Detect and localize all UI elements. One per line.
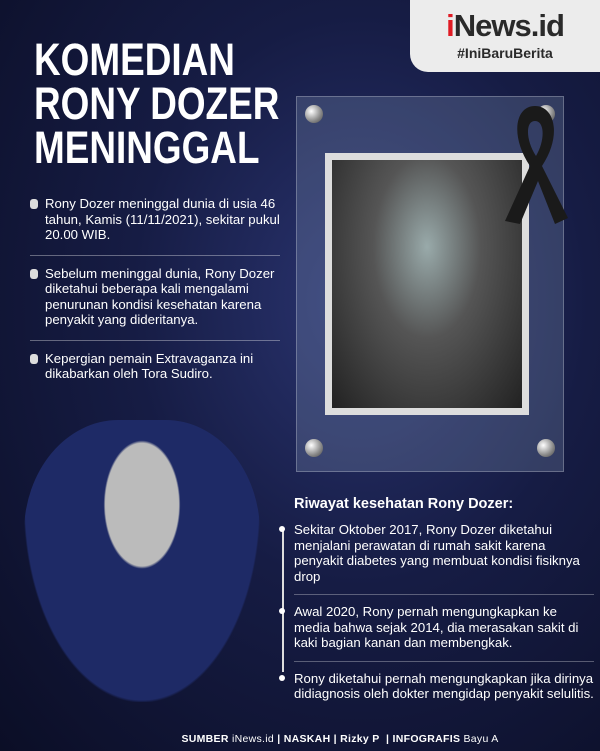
fact-text: Rony Dozer meninggal dunia di usia 46 tahun, Kamis (11/11/2021), sekitar pukul 20.00 WIB. (45, 196, 280, 242)
facts-list (30, 196, 280, 404)
history-item (294, 522, 594, 595)
separator: | (277, 733, 281, 745)
headline-line: RONY DOZER (34, 78, 280, 129)
history-text: Awal 2020, Rony pernah mengungkapkan ke media bahwa sejak 2014, dia merasakan sakit di kaki bagian kanan dan membengkak. (294, 604, 579, 650)
history-item (294, 604, 594, 662)
timeline-dot-icon (279, 526, 285, 532)
headline (34, 34, 280, 173)
health-history (278, 496, 598, 721)
credit-value: Bayu A (463, 733, 499, 745)
mourning-ribbon-icon (500, 96, 570, 226)
brand-logo (410, 0, 600, 72)
screw-icon (305, 439, 323, 457)
bullet-icon (30, 199, 38, 209)
portrait-photo (325, 153, 529, 415)
bullet-icon (30, 354, 38, 364)
logo-text: News.id (453, 8, 564, 43)
history-text: Rony diketahui pernah mengungkapkan jika dirinya didiagnosis oleh dokter mengidap penyakit selulitis. (294, 670, 594, 701)
timeline-dot-icon (279, 675, 285, 681)
fact-text: Kepergian pemain Extravaganza ini dikabarkan oleh Tora Sudiro. (45, 350, 254, 381)
fact-item (30, 266, 280, 341)
separator: | (386, 733, 390, 745)
tagline: #IniBaruBerita (457, 45, 553, 61)
credit-label: NASKAH (283, 733, 331, 745)
history-text: Sekitar Oktober 2017, Rony Dozer diketahui menjalani perawatan di rumah sakit karena penyakit diabetes yang membuat kondisi fisiknya drop (294, 522, 580, 584)
person-photo (24, 420, 260, 702)
credit-label: INFOGRAFIS (392, 733, 461, 745)
credit-value: Rizky P (340, 733, 380, 745)
screw-icon (305, 105, 323, 123)
fact-item (30, 196, 280, 256)
logo-i: i (446, 8, 454, 43)
history-title: Riwayat kesehatan Rony Dozer: (294, 496, 514, 512)
credits-footer (80, 727, 600, 751)
separator: | (333, 733, 337, 745)
headline-line: MENINGGAL (34, 122, 260, 173)
fact-text: Sebelum meninggal dunia, Rony Dozer diketahui beberapa kali mengalami penurunan kondisi kesehatan karena penyakit yang dideritanya. (45, 265, 275, 327)
timeline-dot-icon (279, 608, 285, 614)
credit-value: iNews.id (231, 733, 275, 745)
credit-label: SUMBER (181, 733, 229, 745)
timeline-line (282, 528, 284, 672)
fact-item (30, 351, 280, 394)
bullet-icon (30, 269, 38, 279)
history-item (294, 671, 594, 712)
headline-line: KOMEDIAN (34, 34, 235, 85)
screw-icon (537, 439, 555, 457)
